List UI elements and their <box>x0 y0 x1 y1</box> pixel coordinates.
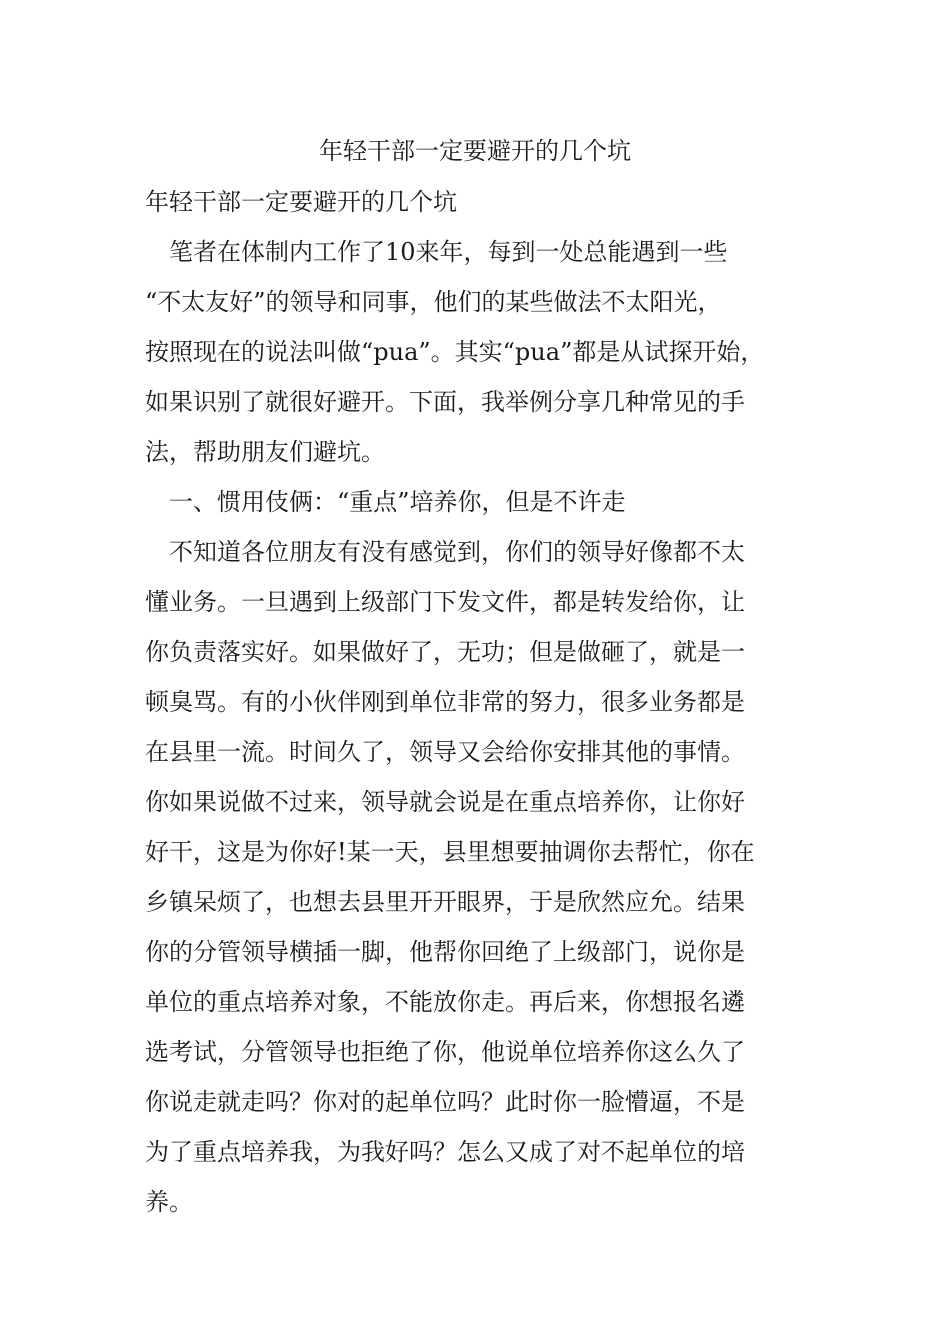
paragraph-line: 乡镇呆烦了，也想去县里开开眼界，于是欣然应允。结果 <box>145 888 745 916</box>
paragraph-line: 好干，这是为你好!某一天，县里想要抽调你去帮忙，你在 <box>145 838 755 866</box>
document-subtitle: 年轻干部一定要避开的几个坑 <box>145 188 457 216</box>
paragraph-line: 在县里一流。时间久了，领导又会给你安排其他的事情。 <box>145 738 745 766</box>
paragraph-line: 选考试，分管领导也拒绝了你，他说单位培养你这么久了 <box>145 1038 745 1066</box>
paragraph-line: 如果识别了就很好避开。下面，我举例分享几种常见的手 <box>145 388 745 416</box>
paragraph-line: 养。 <box>145 1188 193 1216</box>
paragraph-line: 笔者在体制内工作了10来年，每到一处总能遇到一些 <box>145 238 728 266</box>
paragraph-line: 你说走就走吗？你对的起单位吗？此时你一脸懵逼，不是 <box>145 1088 745 1116</box>
paragraph-line: 不知道各位朋友有没有感觉到，你们的领导好像都不太 <box>145 538 745 566</box>
paragraph-line: 为了重点培养我，为我好吗？怎么又成了对不起单位的培 <box>145 1138 745 1166</box>
paragraph-line: 懂业务。一旦遇到上级部门下发文件，都是转发给你，让 <box>145 588 745 616</box>
document-title: 年轻干部一定要避开的几个坑 <box>319 137 631 165</box>
paragraph-line: 按照现在的说法叫做“pua”。其实“pua”都是从试探开始， <box>145 338 765 366</box>
paragraph-line: 法，帮助朋友们避坑。 <box>145 438 385 466</box>
paragraph-line: 你如果说做不过来，领导就会说是在重点培养你，让你好 <box>145 788 745 816</box>
section-heading: 一、惯用伎俩：“重点”培养你，但是不许走 <box>145 488 626 516</box>
paragraph-line: “不太友好”的领导和同事，他们的某些做法不太阳光， <box>145 288 722 316</box>
paragraph-line: 你的分管领导横插一脚，他帮你回绝了上级部门，说你是 <box>145 938 745 966</box>
paragraph-line: 你负责落实好。如果做好了，无功；但是做砸了，就是一 <box>145 638 745 666</box>
paragraph-line: 顿臭骂。有的小伙伴刚到单位非常的努力，很多业务都是 <box>145 688 745 716</box>
paragraph-line: 单位的重点培养对象，不能放你走。再后来，你想报名遴 <box>145 988 745 1016</box>
